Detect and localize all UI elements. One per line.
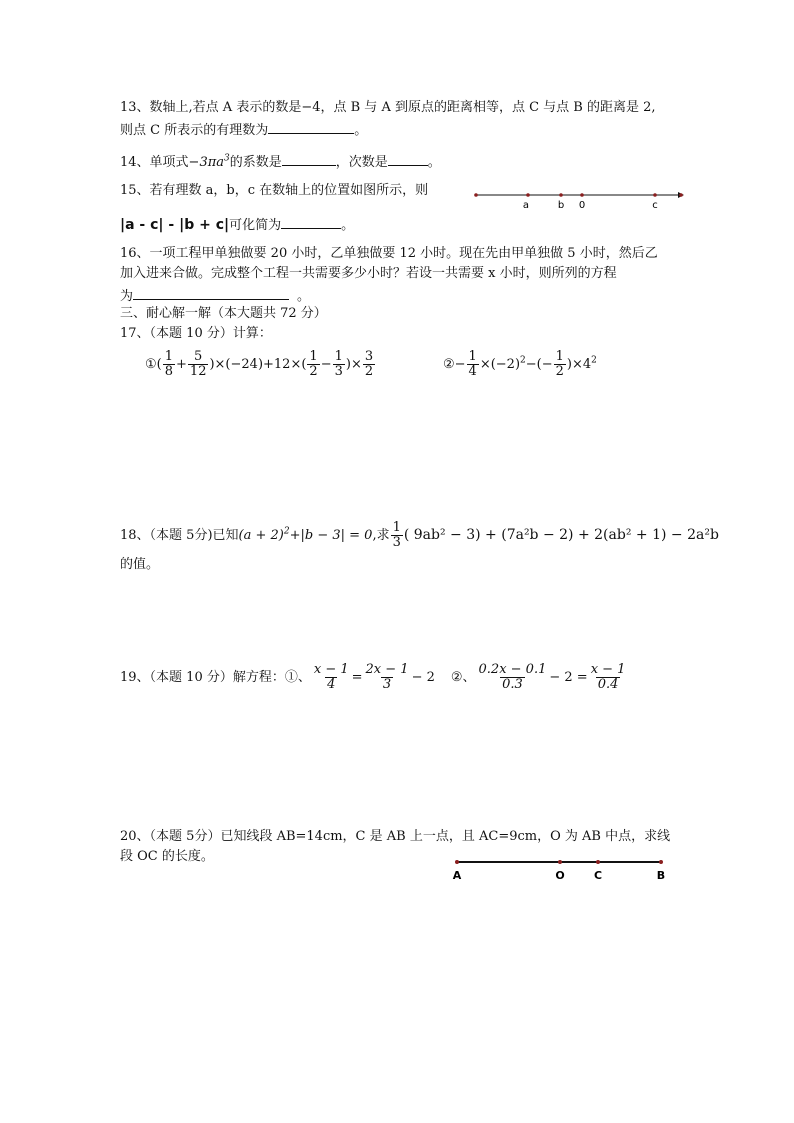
q17-p1-frac3 [307,350,319,379]
q17-p2-mid-exp: 2 [520,355,526,366]
q14-coefficient-blank[interactable] [282,151,336,166]
q18-frac [391,521,403,550]
frac-den: 8 [164,364,174,379]
frac-den: 3 [382,677,392,692]
q13-answer-blank[interactable] [268,119,354,134]
frac-den: 3 [334,364,343,379]
label-B: B [656,869,666,882]
q19-e2-frac1 [477,663,549,692]
q17-p2-frac1 [467,350,479,379]
label-b: b [557,200,565,211]
label-zero: 0 [578,200,586,211]
frac-num: 1 [309,349,318,364]
q17-p2-close-exp: 2 [591,355,597,366]
q17-part1 [145,350,376,380]
q15-line2 [120,214,354,235]
q15-suffix: 。 [341,218,355,233]
q16-line2: 加入进来合做。完成整个工程一共需要多少小时？若设一共需要 x 小时，则所列的方程 [120,266,617,281]
q14-mid2: ，次数是 [335,155,388,170]
q17-p2-open: ②− [443,357,466,372]
frac-den: 2 [555,364,564,379]
q18-line2: 的值。 [120,557,160,572]
frac-num: 1 [334,349,343,364]
number-line-right-end [679,193,683,197]
q17-header: 17、（本题 10 分）计算： [120,326,272,341]
frac-num: 1 [392,520,401,535]
frac-num: 2x − 1 [365,662,409,677]
q16-line3-suffix: 。 [297,289,311,304]
point-c [653,193,657,197]
q15-number-line [470,186,690,212]
q15-tail: 可化简为 [229,218,282,233]
q17-part2 [443,350,597,380]
q14-monomial [189,155,230,170]
q15-answer-blank[interactable] [281,214,341,229]
frac-den: 4 [468,364,477,379]
q19-e2-frac2 [589,663,628,692]
q17-p1-frac4 [333,350,345,379]
q19-e2-mid: − 2 = [549,670,588,685]
q18-cond-exp: 2 [283,526,290,537]
frac-den: 0.4 [597,677,619,692]
q18-ask: ,求 [372,528,390,543]
section3-title: 三、耐心解一解（本大题共 72 分） [120,306,327,321]
q19-header: 19、（本题 10 分）解方程：①、 [120,670,311,685]
q18-prefix: 18、（本题 5分)已知 [120,528,239,543]
frac-den: 4 [327,677,336,692]
q14-degree-blank[interactable] [388,151,428,166]
q17-p1-minus: − [320,357,332,372]
frac-num: 1 [555,349,564,364]
q16-equation-blank[interactable] [133,285,289,300]
q14-mid: 的系数是 [229,155,282,170]
frac-num: 1 [164,349,174,364]
q15-line1: 15、若有理数 a，b，c 在数轴上的位置如图所示，则 [120,183,429,198]
q17-p2-frac2 [554,350,566,379]
label-c: c [652,200,658,211]
frac-num: 1 [468,349,477,364]
q19-e1-frac2 [364,663,411,692]
q18-cond-part2: +|b − 3| = 0 [289,528,373,543]
q20-line1: 20、（本题 5分）已知线段 AB=14cm，C 是 AB 上一点，且 AC=9cm，O 为 AB 中点，求线 [120,829,671,844]
point-B [659,860,663,864]
q16-line3-prefix: 为 [120,289,134,304]
label-O: O [555,869,565,882]
q17-p1-frac2 [188,350,209,379]
point-O [558,860,562,864]
q16-line1: 16、一项工程甲单独做要 20 小时，乙单独做要 12 小时。现在先由甲单独做 5 小时，然后乙 [120,246,658,261]
q17-p1-close: )× [345,357,362,372]
q17-p1-plus: + [176,357,187,372]
q13-line2-prefix: 则点 C 所表示的有理数为 [120,123,269,138]
q14-prefix: 14、单项式 [120,155,189,170]
q19-e1-eq: = [351,670,363,685]
q19-e1-frac1 [312,663,351,692]
q17-p1-after: )×(−24)+12×( [209,357,307,372]
q15-abs-expression: |a - c| - |b + c| [120,217,230,233]
q20-line2: 段 OC 的长度。 [120,849,214,864]
point-C [596,860,600,864]
q17-p2-mid: ×(−2) [479,357,521,372]
frac-num: 0.2x − 0.1 [478,662,547,677]
q18-expression: ( 9ab² − 3) + (7a²b − 2) + 2(ab² + 1) − 2a²b [403,527,719,543]
frac-den: 0.3 [502,677,523,692]
label-C: C [593,869,603,882]
q18-cond-part1: (a + 2) [238,528,284,543]
q19-e1-tail: − 2 [411,670,435,685]
q18-condition [239,528,373,543]
label-A: A [452,869,462,882]
frac-den: 3 [392,535,401,550]
q18-line1 [120,520,719,551]
frac-den: 2 [309,364,318,379]
frac-den: 12 [189,364,207,379]
frac-den: 2 [364,364,374,379]
q19-sep: ②、 [450,670,476,685]
frac-num: 5 [194,349,203,364]
frac-num: 3 [364,349,374,364]
number-line-left-end [474,193,478,197]
q13-line2 [120,119,367,140]
q19-line [120,660,628,696]
point-zero [580,193,584,197]
q17-p1-open: ①( [145,357,162,372]
q14-suffix: 。 [427,155,441,170]
point-A [455,860,459,864]
point-b [559,193,563,197]
q17-p2-close: )×4 [566,357,592,372]
point-a [526,193,530,197]
q14-monomial-base: −3πa [188,155,225,170]
q14-line [120,151,441,172]
q17-p2-mid2: −(− [525,357,553,372]
q14-monomial-exp: 3 [224,153,230,164]
frac-num: x − 1 [590,662,626,677]
q13-line2-suffix: 。 [354,123,368,138]
q20-segment-diagram [448,856,674,884]
q16-line3 [120,285,310,306]
frac-num: x − 1 [313,662,349,677]
q13-line1: 13、数轴上,若点 A 表示的数是−4，点 B 与 A 到原点的距离相等，点 C 与点 B 的距离是 2, [120,100,656,115]
label-a: a [522,200,530,211]
q17-p1-frac1 [163,350,175,379]
q17-p1-frac5 [363,350,375,379]
